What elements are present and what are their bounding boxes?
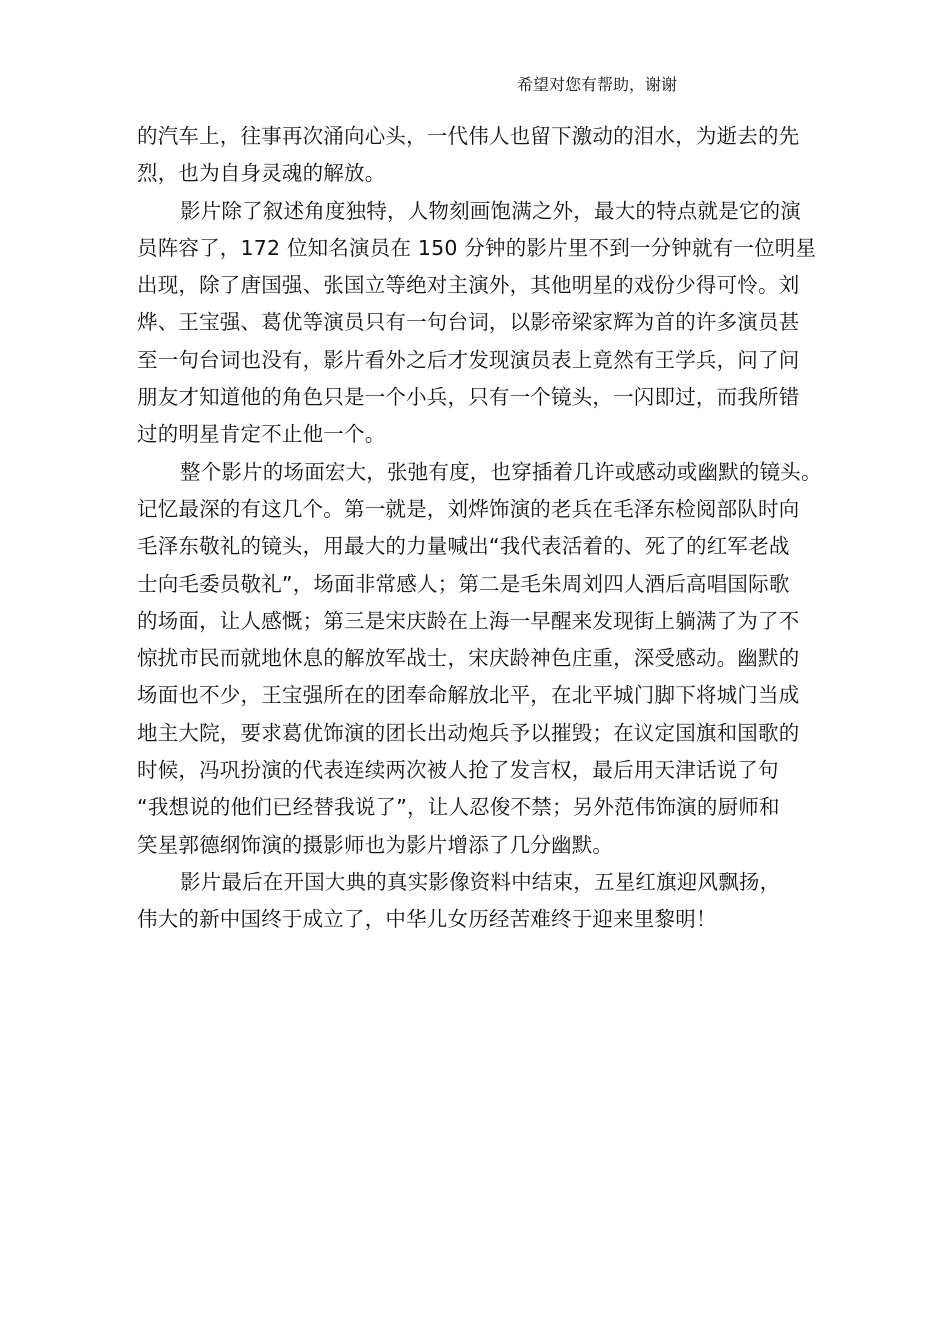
text-line: 毛泽东敬礼的镜头，用最大的力量喊出“我代表活着的、死了的红军老战 [137, 534, 790, 559]
text-line: 地主大院，要求葛优饰演的团长出动炮兵予以摧毁；在议定国旗和国歌的 [137, 720, 800, 745]
text-line: 时候，冯巩扮演的代表连续两次被人抢了发言权，最后用天津话说了句 [137, 758, 779, 783]
text-line: 士向毛委员敬礼”，场面非常感人；第二是毛朱周刘四人酒后高唱国际歌 [137, 571, 790, 596]
text-line: 场面也不少，王宝强所在的团奉命解放北平，在北平城门脚下将城门当成 [137, 683, 800, 708]
text-line: 的场面，让人感慨；第三是宋庆龄在上海一早醒来发现街上躺满了为了不 [137, 608, 800, 633]
header-note: 希望对您有帮助，谢谢 [517, 75, 678, 94]
text-line: 整个影片的场面宏大，张弛有度，也穿插着几许或感动或幽默的镜头。 [180, 459, 822, 484]
text-line: 惊扰市民而就地休息的解放军战士，宋庆龄神色庄重，深受感动。幽默的 [137, 646, 800, 671]
text-line: 笑星郭德纲饰演的摄影师也为影片增添了几分幽默。 [137, 832, 614, 857]
text-line: 过的明星肯定不止他一个。 [137, 422, 386, 447]
document-body [137, 118, 837, 939]
text-line: 影片最后在开国大典的真实影像资料中结束，五星红旗迎风飘扬， [180, 869, 781, 894]
text-line: 朋友才知道他的角色只是一个小兵，只有一个镜头，一闪即过，而我所错 [137, 385, 800, 410]
text-line: 烨、王宝强、葛优等演员只有一句台词，以影帝梁家辉为首的许多演员甚 [137, 310, 800, 335]
text-line: 烈，也为自身灵魂的解放。 [137, 161, 386, 186]
text-line: 影片除了叙述角度独特，人物刻画饱满之外，最大的特点就是它的演 [180, 198, 801, 223]
text-line: 的汽车上，往事再次涌向心头，一代伟人也留下激动的泪水，为逝去的先 [137, 124, 800, 148]
text-line: 伟大的新中国终于成立了，中华儿女历经苦难终于迎来里黎明！ [137, 907, 717, 932]
text-line: 出现，除了唐国强、张国立等绝对主演外，其他明星的戏份少得可怜。刘 [137, 273, 800, 298]
text-line: 员阵容了，172 位知名演员在 150 分钟的影片里不到一分钟就有一位明星 [137, 235, 817, 260]
text-line: 记忆最深的有这几个。第一就是，刘烨饰演的老兵在毛泽东检阅部队时向 [137, 496, 800, 521]
text-line: 至一句台词也没有，影片看外之后才发现演员表上竟然有王学兵，问了问 [137, 347, 800, 372]
text-line: “我想说的他们已经替我说了”，让人忍俊不禁；另外范伟饰演的厨师和 [137, 795, 780, 820]
